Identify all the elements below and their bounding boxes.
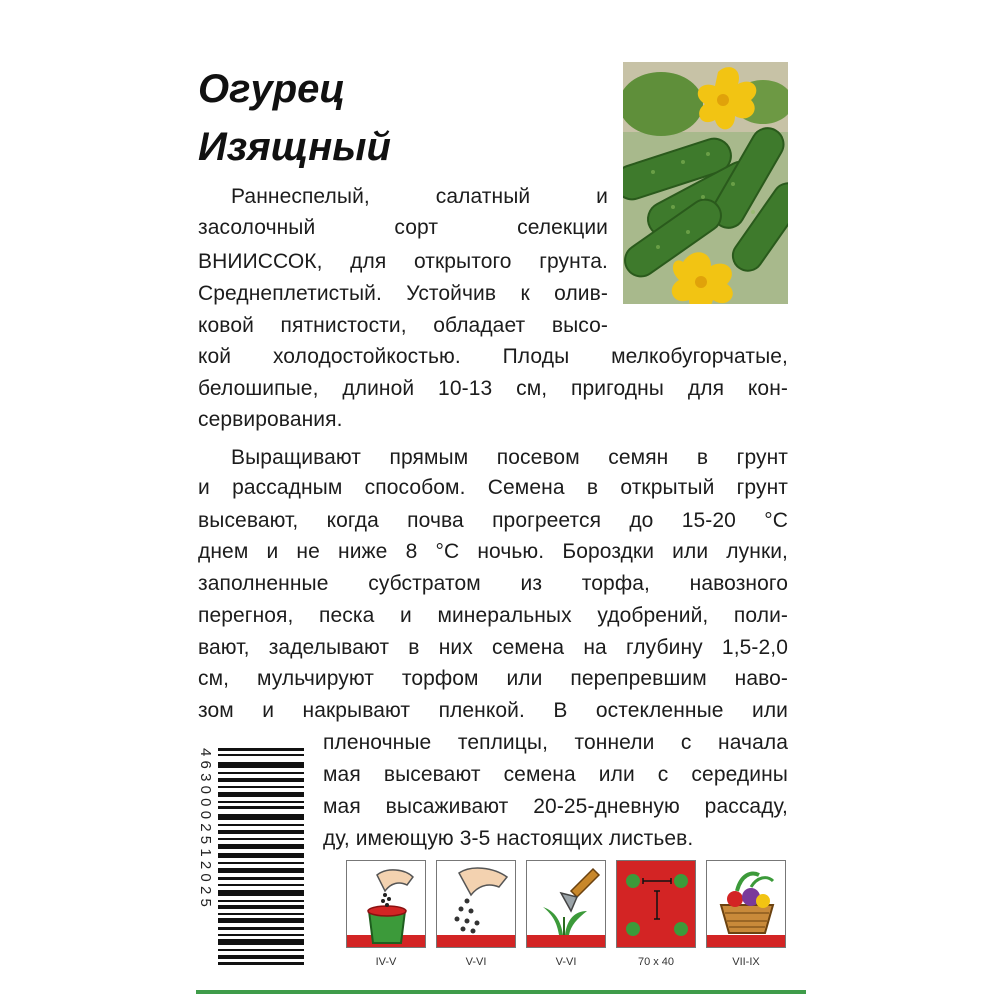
sowing-ground-label: V-VI (465, 956, 487, 968)
description-line: Среднеплетистый. Устойчив к олив- (198, 282, 608, 305)
green-divider (196, 990, 806, 994)
barcode-number: 4630002512025 (197, 748, 214, 912)
description-line: вают, заделывают в них семена на глубину 1,5-2,0 (198, 636, 788, 659)
description-line: засолочный сорт селекции (198, 216, 608, 239)
description-line: Раннеспелый, салатный и (231, 185, 608, 208)
description-line: перегноя, песка и минеральных удобрений, поли- (198, 604, 788, 627)
description-line: белошипые, длиной 10-13 см, пригодны для кон- (198, 377, 788, 400)
cucumber-illustration (623, 62, 788, 304)
title-line-2: Изящный (198, 125, 391, 169)
description-line: ВНИИССОК, для открытого грунта. (198, 250, 608, 273)
description-line: мая высевают семена или с середины (323, 763, 788, 786)
description-line: заполненные субстратом из торфа, навозного (198, 572, 788, 595)
description-line: кой холодостойкостью. Плоды мелкобугорчатые, (198, 345, 788, 368)
description-line: сервирования. (198, 408, 343, 431)
barcode-digits (196, 748, 216, 966)
planting-scheme-label: 70 x 40 (637, 956, 675, 968)
sowing-pot-label: IV-V (375, 956, 397, 968)
barcode-icon (218, 748, 304, 966)
sowing-ground-icon (436, 860, 516, 948)
product-title (198, 60, 391, 176)
description-line: ду, имеющую 3-5 настоящих листьев. (323, 827, 694, 850)
harvest-label: VII-IX (732, 956, 760, 968)
description-line: высевают, когда почва прогреется до 15-20 °С (198, 509, 788, 532)
cucumber-photo (623, 62, 788, 304)
description-line: пленочные теплицы, тоннели с начала (323, 731, 788, 754)
transplant-icon (526, 860, 606, 948)
sowing-pot-icon (346, 860, 426, 948)
planting-scheme-icon (616, 860, 696, 948)
description-line: днем и не ниже 8 °С ночью. Бороздки или лунки, (198, 540, 788, 563)
description-line: мая высаживают 20-25-дневную рассаду, (323, 795, 788, 818)
harvest-icon (706, 860, 786, 948)
title-line-1: Огурец (198, 67, 346, 111)
description-line: см, мульчируют торфом или перепревшим наво- (198, 667, 788, 690)
description-line: ковой пятнистости, обладает высо- (198, 314, 608, 337)
transplant-label: V-VI (555, 956, 577, 968)
description-line: Выращивают прямым посевом семян в грунт (231, 446, 788, 469)
description-line: зом и накрывают пленкой. В остекленные или (198, 699, 788, 722)
description-line: и рассадным способом. Семена в открытый грунт (198, 476, 788, 499)
